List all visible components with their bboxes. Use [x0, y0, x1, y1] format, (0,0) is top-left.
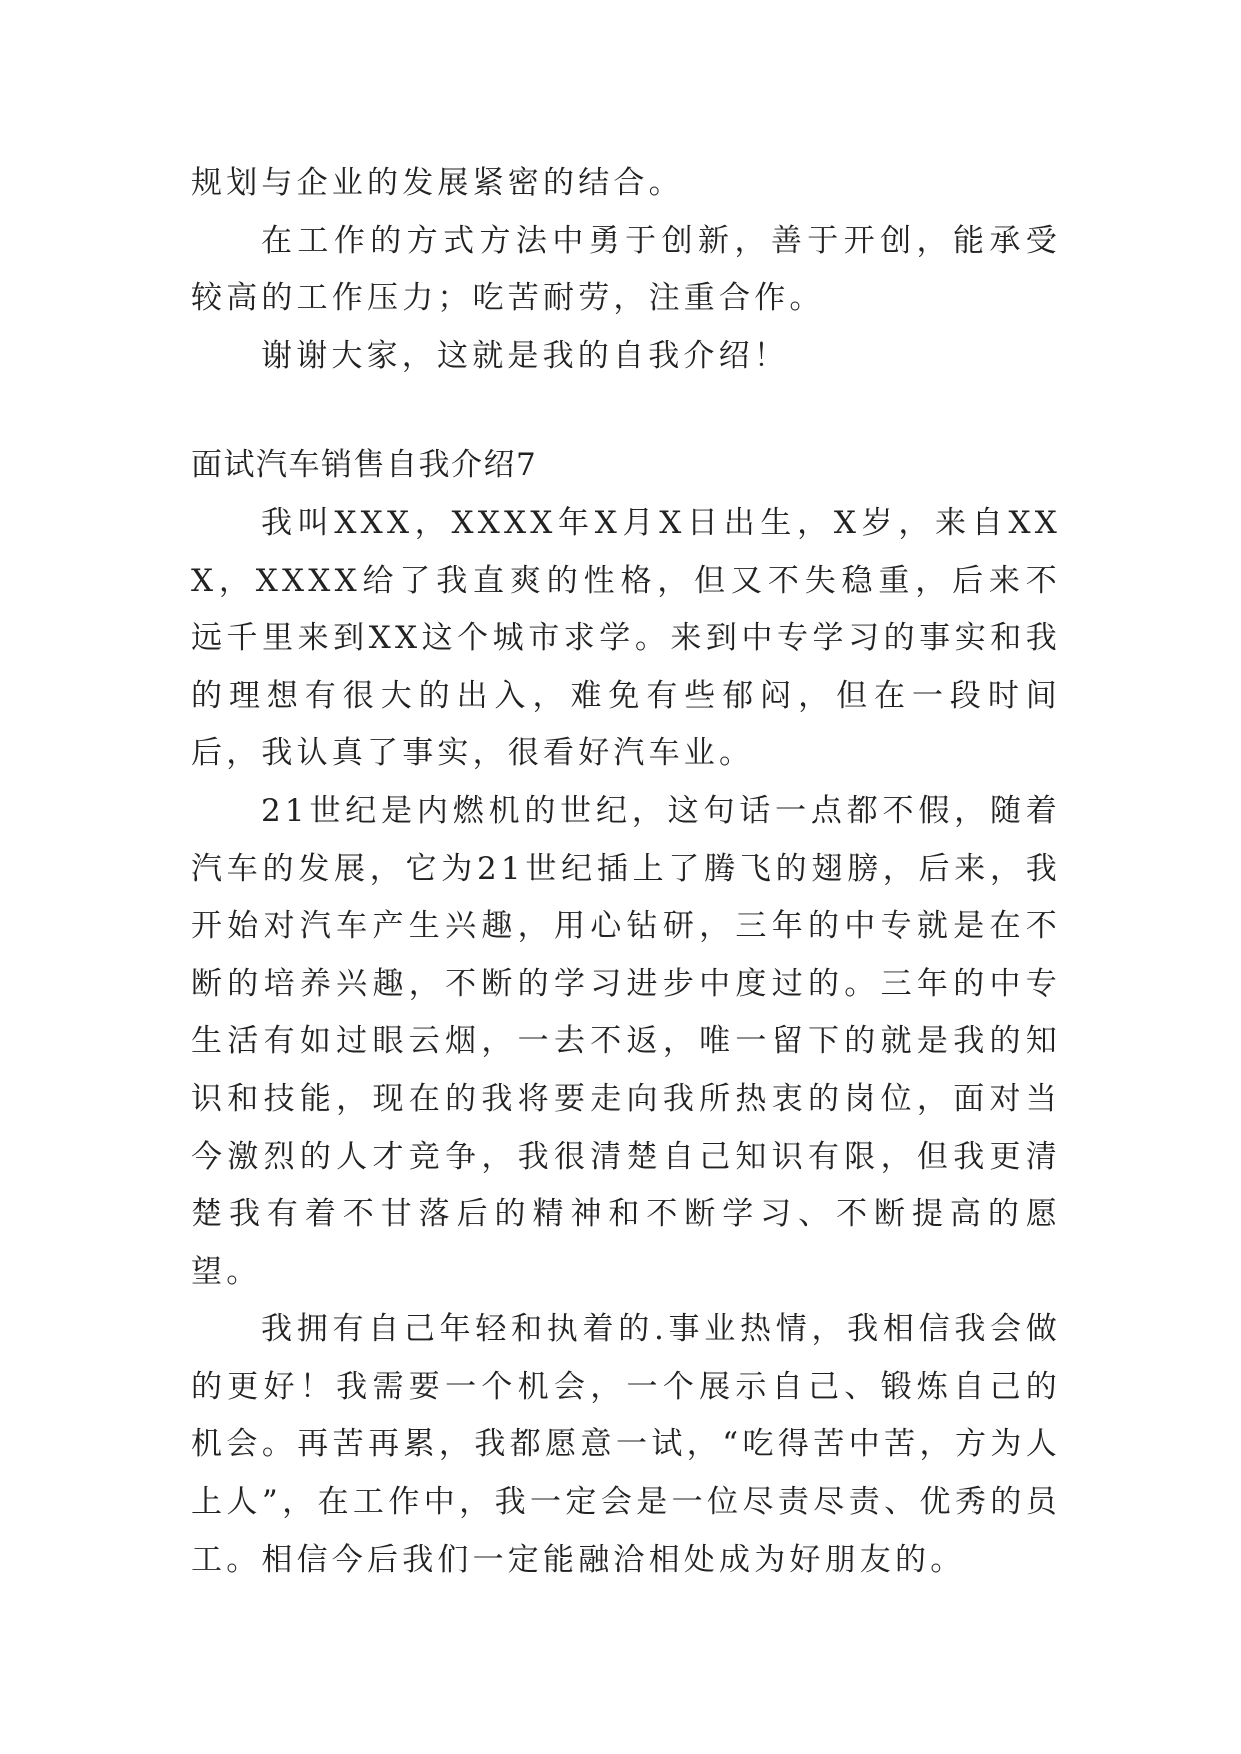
document-body — [191, 155, 1061, 1589]
paragraph-work-style: 在工作的方式方法中勇于创新，善于开创，能承受较高的工作压力；吃苦耐劳，注重合作。 — [191, 222, 1061, 317]
paragraph-background: 我叫XXX，XXXX年X月X日出生，X岁，来自XXX，XXXX给了我直爽的性格，但又不失稳重，后来不远千里来到XX这个城市求学。来到中专学习的事实和我的理想有很大的出入，难免有些郁闷，但在一段时间后，我认真了事实，很看好汽车业。 — [191, 504, 1061, 772]
paragraph-closing: 我拥有自己年轻和执着的.事业热情，我相信我会做的更好！我需要一个机会，一个展示自己、锻炼自己的机会。再苦再累，我都愿意一试，“吃得苦中苦，方为人上人”，在工作中，我一定会是一位尽责尽责、优秀的员工。相信今后我们一定能融洽相处成为好朋友的。 — [191, 1311, 1061, 1578]
paragraph-thanks: 谢谢大家，这就是我的自我介绍！ — [261, 337, 789, 374]
section-heading: 面试汽车销售自我介绍7 — [191, 447, 538, 484]
paragraph-interest: 21世纪是内燃机的世纪，这句话一点都不假，随着汽车的发展，它为21世纪插上了腾飞的翅膀，后来，我开始对汽车产生兴趣，用心钻研，三年的中专就是在不断的培养兴趣，不断的学习进步中度过的。三年的中专生活有如过眼云烟，一去不返，唯一留下的就是我的知识和技能，现在的我将要走向我所热衷的岗位，面对当今激烈的人才竞争，我很清楚自己知识有限，但我更清楚我有着不甘落后的精神和不断学习、不断提高的愿望。 — [191, 792, 1061, 1290]
section-spacer — [191, 385, 1061, 437]
paragraph-continuation: 规划与企业的发展紧密的结合。 — [191, 165, 684, 201]
